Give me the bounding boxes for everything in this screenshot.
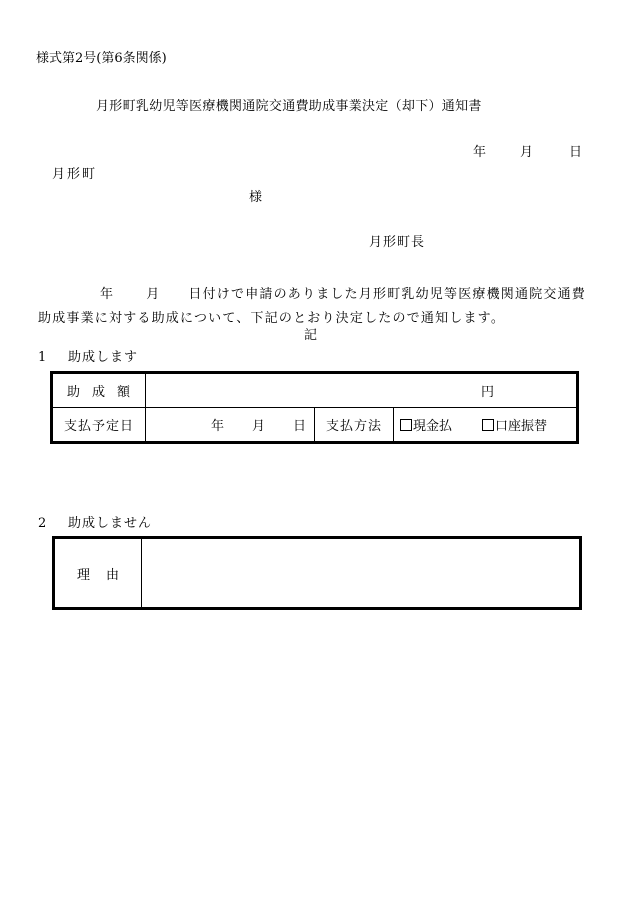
addressee-honorific: 様 — [249, 190, 263, 205]
notice-body — [38, 283, 590, 331]
cash-option-label: 現金払 — [413, 419, 453, 434]
issue-date-day: 日 — [569, 145, 583, 160]
document-title: 月形町乳幼児等医療機関通院交通費助成事業決定（却下）通知書 — [96, 99, 482, 114]
issuer-title: 月形町長 — [369, 235, 426, 250]
payment-date-day: 日 — [292, 419, 306, 434]
payment-method-options — [394, 408, 578, 443]
rejection-table — [52, 536, 582, 610]
payment-date-field[interactable] — [146, 408, 315, 443]
section1-heading — [38, 351, 138, 364]
body-year: 年 — [100, 287, 115, 302]
body-month: 月 — [146, 287, 161, 302]
reason-label-char1: 理 — [76, 567, 90, 583]
reason-label-char2: 由 — [106, 567, 120, 583]
addressee-town: 月形町 — [52, 167, 98, 182]
payment-date-year: 年 — [210, 419, 224, 434]
section1-title: 助成します — [68, 350, 139, 365]
section1-number: 1 — [38, 350, 48, 365]
payment-date-label: 支払予定日 — [52, 408, 146, 443]
amount-unit: 円 — [480, 385, 494, 400]
reason-field[interactable] — [142, 538, 581, 609]
reason-label-cell — [54, 538, 142, 609]
cash-option[interactable] — [400, 419, 452, 434]
form-number: 様式第2号(第6条関係) — [36, 51, 167, 66]
amount-label-char2: 成 — [91, 385, 106, 400]
transfer-checkbox[interactable] — [482, 419, 494, 431]
cash-checkbox[interactable] — [400, 419, 412, 431]
transfer-option-label: 口座振替 — [495, 419, 548, 434]
issue-date-month: 月 — [520, 145, 534, 160]
issue-date — [473, 146, 582, 159]
amount-label-char3: 額 — [116, 385, 131, 400]
transfer-option[interactable] — [482, 419, 547, 434]
payment-method-label: 支払方法 — [315, 408, 394, 443]
body-text: 日付けで申請のありました月形町乳幼児等医療機関通院交通費助成事業に対する助成について、下記のとおり決定したので通知します。 — [38, 287, 587, 326]
amount-label-cell — [52, 373, 146, 408]
amount-label-char1: 助 — [67, 385, 82, 400]
section2-number: 2 — [38, 516, 48, 531]
section2-heading — [38, 517, 152, 530]
payment-date-month: 月 — [251, 419, 265, 434]
amount-field[interactable] — [146, 373, 578, 408]
issue-date-year: 年 — [473, 145, 487, 160]
section2-title: 助成しません — [68, 516, 153, 531]
grant-table — [50, 371, 579, 444]
ki-mark: 記 — [304, 328, 318, 343]
